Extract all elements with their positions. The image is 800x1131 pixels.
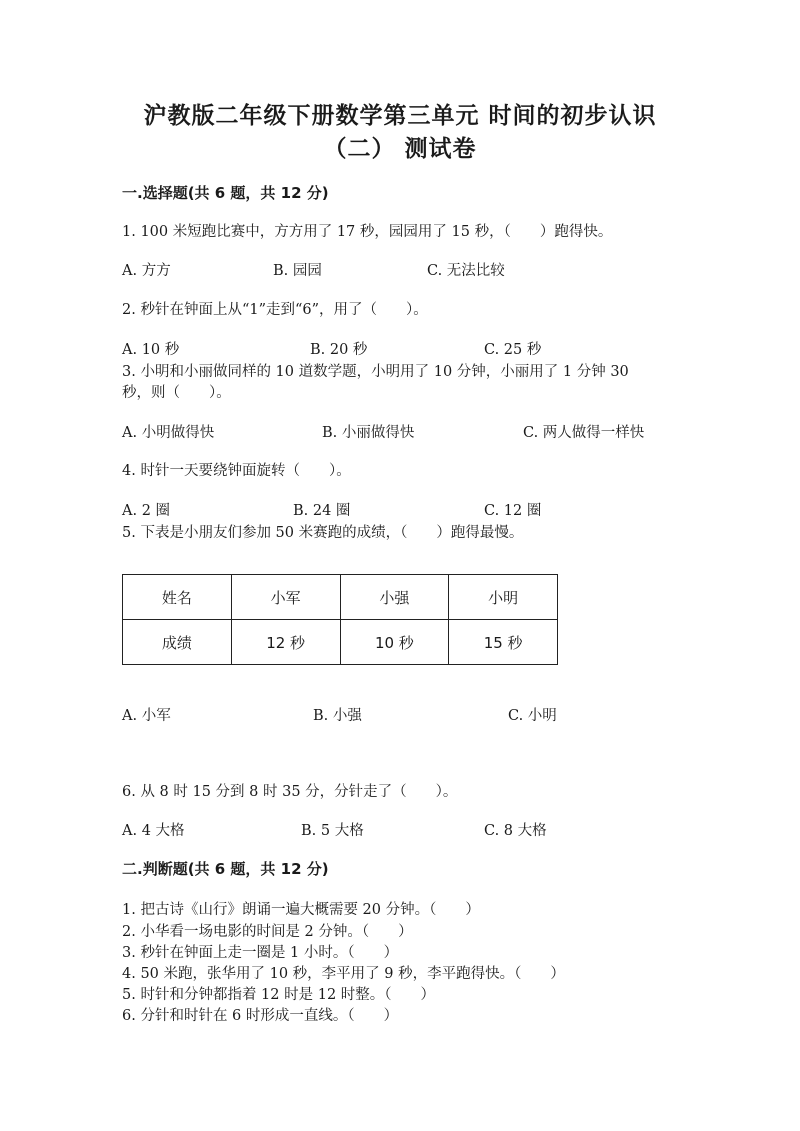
question-1: 1. 100 米短跑比赛中，方方用了 17 秒，园园用了 15 秒，（ ）跑得快。: [122, 224, 613, 240]
section-heading-choice: 一.选择题(共 6 题，共 12 分): [122, 184, 329, 202]
q5-option-c: C. 小明: [508, 708, 557, 724]
table-cell: 成绩: [123, 620, 232, 665]
question-3-line2: 秒，则（ ）。: [122, 385, 231, 401]
judge-item-4: 4. 50 米跑，张华用了 10 秒，李平用了 9 秒，李平跑得快。（ ）: [122, 966, 565, 982]
question-3-line1: 3. 小明和小丽做同样的 10 道数学题，小明用了 10 分钟，小丽用了 1 分钟 30: [122, 364, 629, 380]
q2-option-c: C. 25 秒: [484, 342, 542, 358]
judge-item-1: 1. 把古诗《山行》朗诵一遍大概需要 20 分钟。（ ）: [122, 902, 480, 918]
table-cell: 姓名: [123, 575, 232, 620]
judge-item-5: 5. 时针和分钟都指着 12 时是 12 时整。（ ）: [122, 987, 436, 1003]
race-results-table: [122, 574, 558, 665]
q2-option-b: B. 20 秒: [310, 342, 368, 358]
q1-option-c: C. 无法比较: [427, 263, 505, 279]
table-cell: 小强: [340, 575, 449, 620]
table-cell: 10 秒: [340, 620, 449, 665]
q6-option-b: B. 5 大格: [301, 823, 364, 839]
question-6: 6. 从 8 时 15 分到 8 时 35 分，分针走了（ ）。: [122, 784, 458, 800]
judge-item-3: 3. 秒针在钟面上走一圈是 1 小时。（ ）: [122, 945, 399, 961]
q4-option-a: A. 2 圈: [122, 503, 171, 519]
judge-item-6: 6. 分针和时针在 6 时形成一直线。（ ）: [122, 1008, 399, 1024]
table-row: [123, 620, 558, 665]
q3-option-a: A. 小明做得快: [122, 425, 215, 441]
question-5: 5. 下表是小朋友们参加 50 米赛跑的成绩，（ ）跑得最慢。: [122, 525, 524, 541]
q3-option-b: B. 小丽做得快: [322, 425, 415, 441]
q5-option-a: A. 小军: [122, 708, 171, 724]
q1-option-a: A. 方方: [122, 263, 171, 279]
table-cell: 12 秒: [231, 620, 340, 665]
q2-option-a: A. 10 秒: [122, 342, 180, 358]
q1-option-b: B. 园园: [273, 263, 322, 279]
question-4: 4. 时针一天要绕钟面旋转（ ）。: [122, 463, 351, 479]
question-2: 2. 秒针在钟面上从“1”走到“6”，用了（ ）。: [122, 302, 428, 318]
q4-option-c: C. 12 圈: [484, 503, 542, 519]
judge-item-2: 2. 小华看一场电影的时间是 2 分钟。（ ）: [122, 924, 413, 940]
q4-option-b: B. 24 圈: [293, 503, 351, 519]
table-cell: 小明: [449, 575, 558, 620]
page-title-line2: （二） 测试卷: [323, 136, 477, 162]
q5-option-b: B. 小强: [313, 708, 362, 724]
section-heading-judge: 二.判断题(共 6 题，共 12 分): [122, 860, 329, 878]
table-cell: 15 秒: [449, 620, 558, 665]
q3-option-c: C. 两人做得一样快: [523, 425, 645, 441]
q6-option-c: C. 8 大格: [484, 823, 547, 839]
q6-option-a: A. 4 大格: [122, 823, 185, 839]
page-title-line1: 沪教版二年级下册数学第三单元 时间的初步认识: [143, 103, 657, 129]
table-row: [123, 575, 558, 620]
table-cell: 小军: [231, 575, 340, 620]
